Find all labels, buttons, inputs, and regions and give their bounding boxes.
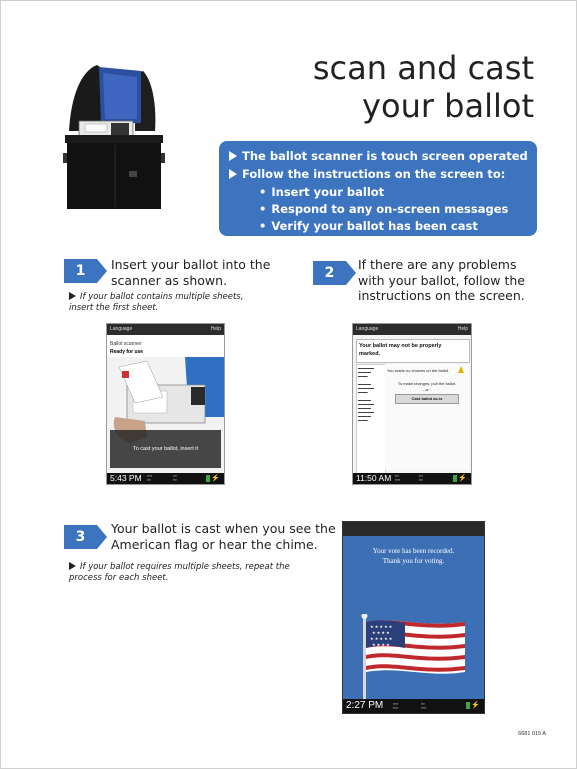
step-2-text: If there are any problems with your ballot, follow the instructions on the screen. bbox=[358, 257, 525, 303]
bullet-dot-icon: • bbox=[259, 202, 267, 216]
status-meta: ▪▪▪ ▪▪▪▪ bbox=[395, 474, 400, 482]
status-meta: ▪▪▪▪ ▪▪▪▪ bbox=[393, 702, 398, 710]
help-button: Help bbox=[210, 326, 221, 332]
info-sub-point: • Insert your ballot bbox=[259, 185, 385, 199]
info-point: The ballot scanner is touch screen operated bbox=[229, 149, 528, 163]
info-sub-point: • Respond to any on-screen messages bbox=[259, 202, 509, 216]
screen-top-bar bbox=[353, 324, 471, 335]
triangle-bullet-icon bbox=[69, 562, 76, 570]
svg-text:★ ★ ★ ★ ★: ★ ★ ★ ★ ★ bbox=[370, 624, 393, 629]
svg-text:★ ★ ★ ★ ★: ★ ★ ★ ★ ★ bbox=[370, 636, 393, 641]
svg-text:★ ★ ★ ★: ★ ★ ★ ★ bbox=[372, 630, 390, 635]
problem-heading: Your ballot may not be properly marked. bbox=[356, 339, 470, 363]
status-meta: ▪▪▪ ▪▪▪ bbox=[173, 474, 177, 482]
triangle-bullet-icon bbox=[229, 151, 237, 161]
status-meta: ▪▪▪ ▪▪▪ bbox=[419, 474, 423, 482]
info-sub-point: • Verify your ballot has been cast bbox=[259, 219, 478, 233]
status-meta: ▪▪▪▪ ▪▪▪ bbox=[147, 474, 152, 482]
battery-icon bbox=[206, 475, 210, 482]
step-1-note: If your ballot contains multiple sheets, insert the first sheet. bbox=[69, 292, 244, 313]
battery-icon bbox=[453, 475, 457, 482]
or-separator: - or - bbox=[422, 387, 432, 392]
cast-ballot-as-is-button: Cast ballot as-is bbox=[395, 394, 459, 404]
clock-time: 2:27 PM bbox=[346, 700, 384, 711]
screen-status: Ready for use bbox=[110, 349, 144, 355]
pull-ballot-instruction: To make changes, pull the ballot. bbox=[397, 381, 457, 386]
bullet-dot-icon: • bbox=[259, 219, 267, 233]
step-3-note: If your ballot requires multiple sheets, repeat the process for each sheet. bbox=[69, 562, 290, 583]
battery-icon bbox=[466, 702, 470, 709]
screen-status-bar bbox=[107, 473, 224, 484]
no-choices-message: You made no choices on the ballot. bbox=[387, 368, 450, 373]
screen-top-bar bbox=[107, 324, 224, 335]
scanner-screen-problem bbox=[352, 323, 472, 485]
american-flag-icon bbox=[359, 614, 469, 700]
clock-time: 5:43 PM bbox=[110, 473, 142, 483]
help-sidebar: ▬▬▬▬▬ ▬▬▬▬ ▬▬▬ ▬▬▬▬ ▬▬▬▬▬ ▬▬▬ ▬▬▬▬ ▬▬▬▬▬ ▬▬▬▬ ▬▬▬▬▬ ▬▬▬▬ ▬▬▬ bbox=[356, 364, 386, 474]
triangle-bullet-icon bbox=[229, 169, 237, 179]
step-1-text: Insert your ballot into the scanner as shown. bbox=[111, 257, 271, 288]
ballot-scanner-illustration bbox=[59, 61, 171, 211]
document-code: 6681 015 A bbox=[518, 731, 546, 737]
problem-body bbox=[385, 364, 469, 470]
step-3-text: Your ballot is cast when you see the American flag or hear the chime. bbox=[111, 521, 336, 552]
help-button: Help bbox=[457, 326, 468, 332]
clock-time: 11:50 AM bbox=[356, 473, 392, 483]
screen-label: Ballot scanner bbox=[110, 341, 142, 347]
power-plug-icon: ⚡ bbox=[471, 702, 480, 709]
step-3-badge: 3 bbox=[64, 525, 97, 549]
status-meta: ▪▪▪ ▪▪▪▪ bbox=[421, 702, 426, 710]
scanner-screen-ready bbox=[106, 323, 225, 485]
title-line-2: your ballot bbox=[362, 87, 534, 125]
step-2-badge: 2 bbox=[313, 261, 346, 285]
vote-recorded-message: Your vote has been recorded. Thank you for voting. bbox=[372, 547, 455, 565]
screen-status-bar bbox=[353, 473, 471, 484]
screen-status-bar bbox=[343, 699, 484, 713]
power-plug-icon: ⚡ bbox=[458, 475, 467, 482]
info-box bbox=[219, 141, 537, 236]
step-1-badge: 1 bbox=[64, 259, 97, 283]
power-plug-icon: ⚡ bbox=[211, 475, 220, 482]
bullet-dot-icon: • bbox=[259, 185, 267, 199]
warning-icon bbox=[458, 366, 464, 373]
language-button: Language bbox=[356, 326, 379, 332]
info-point: Follow the instructions on the screen to: bbox=[229, 167, 505, 181]
screen-top-bar bbox=[343, 522, 484, 536]
page-title bbox=[313, 49, 534, 125]
language-button: Language bbox=[110, 326, 133, 332]
insert-ballot-message: To cast your ballot, insert it bbox=[110, 430, 221, 468]
scanner-screen-vote-recorded bbox=[342, 521, 485, 714]
title-line-1: scan and cast bbox=[312, 49, 534, 87]
triangle-bullet-icon bbox=[69, 292, 76, 300]
svg-text:★ ★ ★ ★: ★ ★ ★ ★ bbox=[372, 642, 390, 647]
